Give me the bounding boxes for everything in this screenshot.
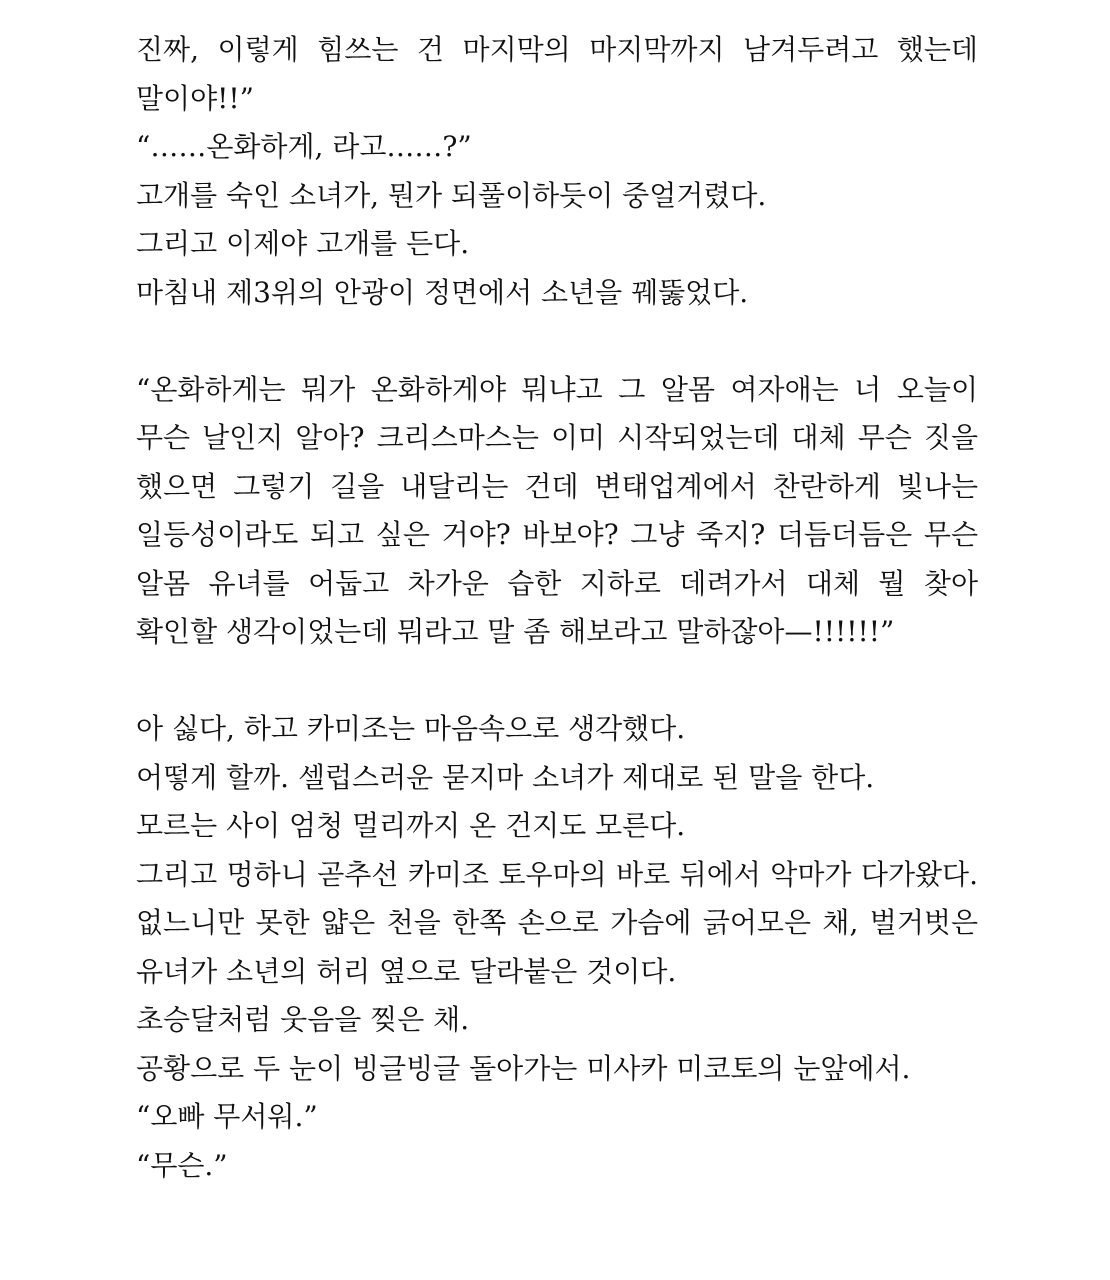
- paragraph: “오빠 무서워.”: [136, 1100, 318, 1133]
- paragraph: 진짜, 이렇게 힘쓰는 건 마지막의 마지막까지 남겨두려고 했는데 말이야!!”: [136, 33, 978, 115]
- paragraph: “온화하게는 뭐가 온화하게야 뭐냐고 그 알몸 여자애는 너 오늘이 무슨 날인지 알아? 크리스마스는 이미 시작되었는데 대체 무슨 짓을 했으면 그렇기 길을 내달리는 건데 변태업계에서 찬란하게 빛나는 일등성이라도 되고 싶은 거야? 바보야? 그냥 죽지? 더듬더듬은 무슨 알몸 유녀를 어둡고 차가운 습한 지하로 데려가서 대체 뭘 찾아 확인할 생각이었는데 뭐라고 말 좀 해보라고 말하잖아—!!!!!!”: [136, 372, 978, 648]
- paragraph: 고개를 숙인 소녀가, 뭔가 되풀이하듯이 중얼거렸다.: [136, 178, 767, 212]
- paragraph: 공황으로 두 눈이 빙글빙글 돌아가는 미사카 미코토의 눈앞에서.: [136, 1051, 911, 1085]
- paragraph: 초승달처럼 웃음을 찢은 채.: [136, 1003, 470, 1036]
- paragraph-spacer: [136, 657, 978, 706]
- paragraph: 그리고 이제야 고개를 든다.: [136, 227, 470, 260]
- paragraph: “무슨.”: [136, 1148, 228, 1182]
- paragraph: 어떻게 할까. 셀럽스러운 묻지마 소녀가 제대로 된 말을 한다.: [136, 760, 875, 794]
- paragraph: 그리고 멍하니 곧추선 카미조 토우마의 바로 뒤에서 악마가 다가왔다. 없느니만 못한 얇은 천을 한쪽 손으로 가슴에 긁어모은 채, 벌거벗은 유녀가 소년의 허리 옆으로 달라붙은 것이다.: [136, 857, 978, 988]
- book-page: [136, 26, 978, 1190]
- paragraph: “……온화하게, 라고……?”: [136, 130, 472, 163]
- paragraph: 모르는 사이 엄청 멀리까지 온 건지도 모른다.: [136, 809, 686, 842]
- paragraph-spacer: [136, 317, 978, 366]
- paragraph: 아 싫다, 하고 카미조는 마음속으로 생각했다.: [136, 712, 686, 745]
- paragraph: 마침내 제3위의 안광이 정면에서 소년을 꿰뚫었다.: [136, 275, 749, 309]
